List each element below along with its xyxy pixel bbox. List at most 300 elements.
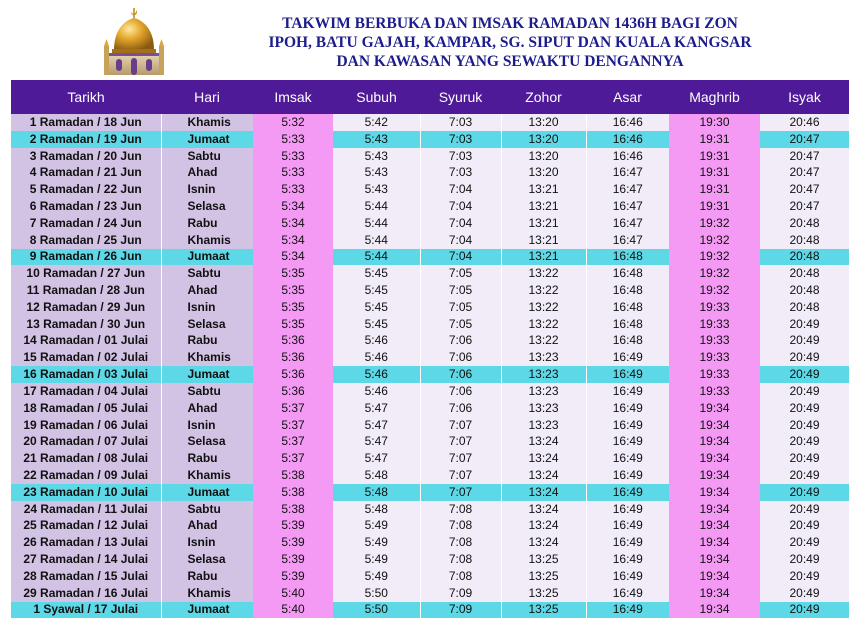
cell-zohor: 13:24 [501,518,586,535]
cell-zohor: 13:24 [501,534,586,551]
cell-maghrib: 19:34 [669,501,760,518]
cell-imsak: 5:39 [253,568,333,585]
table-row [11,114,849,131]
cell-asar: 16:49 [586,349,669,366]
table-row [11,585,849,602]
cell-tarikh: 16 Ramadan / 03 Julai [11,366,161,383]
cell-zohor: 13:22 [501,316,586,333]
cell-hari: Jumaat [161,131,253,148]
cell-subuh: 5:44 [333,215,420,232]
cell-imsak: 5:33 [253,148,333,165]
cell-tarikh: 11 Ramadan / 28 Jun [11,282,161,299]
cell-tarikh: 15 Ramadan / 02 Julai [11,349,161,366]
cell-asar: 16:46 [586,148,669,165]
cell-subuh: 5:46 [333,349,420,366]
cell-syuruk: 7:05 [420,265,501,282]
cell-imsak: 5:40 [253,585,333,602]
table-body [11,114,849,618]
cell-isyak: 20:48 [760,265,849,282]
table-row [11,131,849,148]
cell-hari: Sabtu [161,265,253,282]
table-header-row [11,80,849,114]
cell-isyak: 20:47 [760,148,849,165]
cell-asar: 16:48 [586,265,669,282]
cell-asar: 16:49 [586,467,669,484]
cell-syuruk: 7:08 [420,551,501,568]
cell-zohor: 13:25 [501,585,586,602]
cell-maghrib: 19:34 [669,568,760,585]
cell-isyak: 20:47 [760,181,849,198]
table-row [11,215,849,232]
cell-hari: Jumaat [161,484,253,501]
cell-isyak: 20:49 [760,316,849,333]
cell-imsak: 5:39 [253,551,333,568]
cell-subuh: 5:43 [333,148,420,165]
cell-hari: Khamis [161,114,253,131]
cell-subuh: 5:49 [333,518,420,535]
cell-isyak: 20:49 [760,484,849,501]
cell-isyak: 20:48 [760,249,849,266]
cell-zohor: 13:22 [501,333,586,350]
cell-hari: Ahad [161,282,253,299]
cell-maghrib: 19:34 [669,585,760,602]
cell-maghrib: 19:33 [669,333,760,350]
title-line-3: DAN KAWASAN YANG SEWAKTU DENGANNYA [336,53,684,70]
table-row [11,518,849,535]
cell-tarikh: 17 Ramadan / 04 Julai [11,383,161,400]
cell-asar: 16:46 [586,114,669,131]
column-header-asar: Asar [586,80,669,114]
table-row [11,181,849,198]
title-line-2: IPOH, BATU GAJAH, KAMPAR, SG. SIPUT DAN KUALA KANGSAR [268,34,752,51]
table-row [11,164,849,181]
cell-asar: 16:49 [586,383,669,400]
cell-imsak: 5:36 [253,383,333,400]
cell-asar: 16:49 [586,484,669,501]
cell-subuh: 5:48 [333,484,420,501]
table-row [11,400,849,417]
cell-hari: Ahad [161,164,253,181]
cell-zohor: 13:22 [501,299,586,316]
cell-syuruk: 7:05 [420,282,501,299]
column-header-maghrib: Maghrib [669,80,760,114]
cell-tarikh: 18 Ramadan / 05 Julai [11,400,161,417]
cell-subuh: 5:46 [333,383,420,400]
cell-imsak: 5:39 [253,518,333,535]
cell-subuh: 5:48 [333,467,420,484]
cell-hari: Ahad [161,400,253,417]
cell-subuh: 5:45 [333,265,420,282]
cell-imsak: 5:36 [253,349,333,366]
cell-isyak: 20:47 [760,131,849,148]
cell-zohor: 13:24 [501,467,586,484]
cell-imsak: 5:34 [253,249,333,266]
cell-imsak: 5:35 [253,265,333,282]
cell-asar: 16:49 [586,433,669,450]
cell-isyak: 20:49 [760,585,849,602]
table-row [11,501,849,518]
cell-syuruk: 7:08 [420,518,501,535]
cell-subuh: 5:49 [333,551,420,568]
cell-tarikh: 10 Ramadan / 27 Jun [11,265,161,282]
table-row [11,551,849,568]
cell-zohor: 13:20 [501,131,586,148]
cell-isyak: 20:49 [760,433,849,450]
cell-asar: 16:47 [586,164,669,181]
cell-asar: 16:47 [586,232,669,249]
cell-hari: Ahad [161,518,253,535]
cell-zohor: 13:25 [501,602,586,619]
cell-zohor: 13:20 [501,148,586,165]
cell-zohor: 13:24 [501,433,586,450]
cell-isyak: 20:49 [760,417,849,434]
cell-subuh: 5:46 [333,333,420,350]
cell-tarikh: 23 Ramadan / 10 Julai [11,484,161,501]
cell-imsak: 5:34 [253,215,333,232]
cell-hari: Khamis [161,349,253,366]
cell-maghrib: 19:34 [669,450,760,467]
cell-hari: Rabu [161,450,253,467]
table-row [11,299,849,316]
cell-imsak: 5:40 [253,602,333,619]
cell-hari: Isnin [161,417,253,434]
cell-zohor: 13:21 [501,181,586,198]
cell-isyak: 20:49 [760,534,849,551]
cell-maghrib: 19:31 [669,131,760,148]
cell-maghrib: 19:31 [669,164,760,181]
cell-syuruk: 7:06 [420,349,501,366]
cell-syuruk: 7:07 [420,417,501,434]
cell-tarikh: 4 Ramadan / 21 Jun [11,164,161,181]
cell-maghrib: 19:33 [669,349,760,366]
cell-tarikh: 9 Ramadan / 26 Jun [11,249,161,266]
cell-isyak: 20:49 [760,551,849,568]
cell-zohor: 13:24 [501,450,586,467]
cell-asar: 16:49 [586,534,669,551]
table-row [11,366,849,383]
cell-subuh: 5:50 [333,585,420,602]
cell-imsak: 5:39 [253,534,333,551]
cell-subuh: 5:43 [333,131,420,148]
cell-syuruk: 7:04 [420,215,501,232]
cell-maghrib: 19:34 [669,467,760,484]
table-row [11,568,849,585]
cell-tarikh: 20 Ramadan / 07 Julai [11,433,161,450]
cell-syuruk: 7:06 [420,333,501,350]
cell-zohor: 13:25 [501,568,586,585]
cell-subuh: 5:44 [333,198,420,215]
cell-maghrib: 19:34 [669,417,760,434]
title-line-1: TAKWIM BERBUKA DAN IMSAK RAMADAN 1436H BAGI ZON [282,15,738,32]
cell-syuruk: 7:08 [420,568,501,585]
cell-isyak: 20:49 [760,349,849,366]
cell-asar: 16:49 [586,551,669,568]
cell-hari: Sabtu [161,383,253,400]
cell-maghrib: 19:33 [669,383,760,400]
cell-imsak: 5:38 [253,467,333,484]
table-row [11,349,849,366]
cell-syuruk: 7:03 [420,131,501,148]
cell-isyak: 20:49 [760,383,849,400]
cell-tarikh: 21 Ramadan / 08 Julai [11,450,161,467]
cell-isyak: 20:49 [760,400,849,417]
cell-tarikh: 25 Ramadan / 12 Julai [11,518,161,535]
cell-hari: Khamis [161,585,253,602]
cell-hari: Khamis [161,232,253,249]
cell-subuh: 5:42 [333,114,420,131]
cell-zohor: 13:25 [501,551,586,568]
cell-zohor: 13:21 [501,198,586,215]
cell-tarikh: 19 Ramadan / 06 Julai [11,417,161,434]
cell-zohor: 13:23 [501,349,586,366]
cell-hari: Isnin [161,299,253,316]
cell-tarikh: 29 Ramadan / 16 Julai [11,585,161,602]
cell-subuh: 5:48 [333,501,420,518]
cell-subuh: 5:47 [333,417,420,434]
cell-isyak: 20:48 [760,232,849,249]
cell-syuruk: 7:04 [420,181,501,198]
cell-syuruk: 7:03 [420,114,501,131]
cell-syuruk: 7:03 [420,164,501,181]
cell-isyak: 20:49 [760,366,849,383]
cell-asar: 16:47 [586,181,669,198]
cell-asar: 16:48 [586,299,669,316]
cell-zohor: 13:23 [501,366,586,383]
cell-subuh: 5:45 [333,299,420,316]
cell-asar: 16:49 [586,501,669,518]
cell-maghrib: 19:33 [669,366,760,383]
cell-syuruk: 7:07 [420,433,501,450]
cell-zohor: 13:22 [501,265,586,282]
cell-isyak: 20:47 [760,164,849,181]
cell-tarikh: 28 Ramadan / 15 Julai [11,568,161,585]
column-header-isyak: Isyak [760,80,849,114]
cell-tarikh: 13 Ramadan / 30 Jun [11,316,161,333]
cell-asar: 16:49 [586,585,669,602]
cell-maghrib: 19:34 [669,602,760,619]
cell-tarikh: 6 Ramadan / 23 Jun [11,198,161,215]
cell-hari: Jumaat [161,249,253,266]
cell-imsak: 5:36 [253,366,333,383]
cell-subuh: 5:44 [333,232,420,249]
cell-asar: 16:49 [586,568,669,585]
cell-hari: Rabu [161,333,253,350]
cell-isyak: 20:48 [760,299,849,316]
cell-zohor: 13:20 [501,164,586,181]
cell-tarikh: 27 Ramadan / 14 Julai [11,551,161,568]
cell-imsak: 5:36 [253,333,333,350]
cell-imsak: 5:37 [253,433,333,450]
cell-hari: Jumaat [161,366,253,383]
cell-subuh: 5:50 [333,602,420,619]
cell-zohor: 13:21 [501,232,586,249]
cell-isyak: 20:49 [760,602,849,619]
cell-hari: Selasa [161,198,253,215]
cell-tarikh: 2 Ramadan / 19 Jun [11,131,161,148]
column-header-subuh: Subuh [333,80,420,114]
cell-syuruk: 7:09 [420,602,501,619]
page-header [0,0,857,80]
cell-imsak: 5:35 [253,299,333,316]
cell-imsak: 5:34 [253,232,333,249]
cell-maghrib: 19:34 [669,484,760,501]
cell-hari: Sabtu [161,148,253,165]
cell-maghrib: 19:34 [669,518,760,535]
cell-zohor: 13:23 [501,400,586,417]
cell-zohor: 13:22 [501,282,586,299]
cell-tarikh: 5 Ramadan / 22 Jun [11,181,161,198]
cell-maghrib: 19:32 [669,249,760,266]
cell-syuruk: 7:03 [420,148,501,165]
cell-imsak: 5:38 [253,501,333,518]
cell-syuruk: 7:04 [420,232,501,249]
table-row [11,383,849,400]
cell-maghrib: 19:34 [669,551,760,568]
cell-maghrib: 19:32 [669,232,760,249]
cell-hari: Selasa [161,551,253,568]
cell-subuh: 5:49 [333,568,420,585]
table-row [11,316,849,333]
column-header-hari: Hari [161,80,253,114]
prayer-times-table [11,80,849,618]
cell-syuruk: 7:06 [420,366,501,383]
cell-syuruk: 7:05 [420,299,501,316]
cell-zohor: 13:24 [501,484,586,501]
cell-subuh: 5:47 [333,400,420,417]
table-row [11,484,849,501]
cell-isyak: 20:48 [760,282,849,299]
cell-tarikh: 1 Ramadan / 18 Jun [11,114,161,131]
cell-isyak: 20:47 [760,198,849,215]
cell-syuruk: 7:05 [420,316,501,333]
cell-maghrib: 19:31 [669,181,760,198]
cell-subuh: 5:45 [333,282,420,299]
cell-asar: 16:49 [586,450,669,467]
cell-asar: 16:48 [586,316,669,333]
cell-asar: 16:46 [586,131,669,148]
cell-tarikh: 22 Ramadan / 09 Julai [11,467,161,484]
cell-imsak: 5:32 [253,114,333,131]
cell-asar: 16:49 [586,400,669,417]
cell-asar: 16:47 [586,198,669,215]
cell-tarikh: 7 Ramadan / 24 Jun [11,215,161,232]
cell-tarikh: 3 Ramadan / 20 Jun [11,148,161,165]
cell-isyak: 20:49 [760,467,849,484]
column-header-tarikh: Tarikh [11,80,161,114]
cell-syuruk: 7:04 [420,198,501,215]
table-row [11,282,849,299]
cell-syuruk: 7:08 [420,501,501,518]
table-row [11,148,849,165]
cell-hari: Jumaat [161,602,253,619]
cell-imsak: 5:35 [253,282,333,299]
page-title [180,14,840,71]
cell-syuruk: 7:09 [420,585,501,602]
cell-syuruk: 7:06 [420,383,501,400]
cell-hari: Rabu [161,568,253,585]
cell-subuh: 5:47 [333,450,420,467]
cell-imsak: 5:37 [253,400,333,417]
cell-maghrib: 19:33 [669,299,760,316]
cell-syuruk: 7:07 [420,467,501,484]
cell-isyak: 20:49 [760,568,849,585]
table-row [11,602,849,619]
cell-imsak: 5:37 [253,417,333,434]
mosque-dome-icon [104,6,164,78]
cell-asar: 16:49 [586,366,669,383]
cell-subuh: 5:44 [333,249,420,266]
cell-asar: 16:49 [586,518,669,535]
cell-hari: Selasa [161,316,253,333]
cell-syuruk: 7:07 [420,484,501,501]
cell-asar: 16:47 [586,215,669,232]
cell-maghrib: 19:32 [669,265,760,282]
column-header-zohor: Zohor [501,80,586,114]
cell-maghrib: 19:34 [669,400,760,417]
cell-syuruk: 7:07 [420,450,501,467]
table-row [11,265,849,282]
cell-zohor: 13:23 [501,383,586,400]
cell-hari: Isnin [161,534,253,551]
cell-zohor: 13:24 [501,501,586,518]
cell-imsak: 5:33 [253,181,333,198]
cell-isyak: 20:46 [760,114,849,131]
table-row [11,249,849,266]
cell-zohor: 13:21 [501,215,586,232]
cell-syuruk: 7:04 [420,249,501,266]
cell-hari: Khamis [161,467,253,484]
cell-imsak: 5:37 [253,450,333,467]
cell-subuh: 5:45 [333,316,420,333]
cell-tarikh: 12 Ramadan / 29 Jun [11,299,161,316]
cell-imsak: 5:38 [253,484,333,501]
cell-zohor: 13:21 [501,249,586,266]
cell-subuh: 5:47 [333,433,420,450]
cell-isyak: 20:49 [760,450,849,467]
cell-imsak: 5:35 [253,316,333,333]
table-row [11,232,849,249]
cell-asar: 16:49 [586,417,669,434]
cell-imsak: 5:33 [253,164,333,181]
cell-maghrib: 19:33 [669,316,760,333]
cell-maghrib: 19:34 [669,433,760,450]
cell-isyak: 20:49 [760,518,849,535]
cell-asar: 16:48 [586,333,669,350]
cell-syuruk: 7:08 [420,534,501,551]
cell-hari: Rabu [161,215,253,232]
cell-tarikh: 24 Ramadan / 11 Julai [11,501,161,518]
cell-hari: Selasa [161,433,253,450]
cell-subuh: 5:43 [333,181,420,198]
cell-zohor: 13:20 [501,114,586,131]
cell-subuh: 5:46 [333,366,420,383]
cell-syuruk: 7:06 [420,400,501,417]
table-row [11,433,849,450]
table-row [11,333,849,350]
table-row [11,467,849,484]
cell-tarikh: 14 Ramadan / 01 Julai [11,333,161,350]
cell-maghrib: 19:32 [669,215,760,232]
cell-maghrib: 19:30 [669,114,760,131]
cell-imsak: 5:34 [253,198,333,215]
cell-tarikh: 1 Syawal / 17 Julai [11,602,161,619]
cell-asar: 16:48 [586,282,669,299]
cell-subuh: 5:43 [333,164,420,181]
cell-maghrib: 19:31 [669,198,760,215]
table-row [11,198,849,215]
cell-zohor: 13:23 [501,417,586,434]
cell-tarikh: 8 Ramadan / 25 Jun [11,232,161,249]
